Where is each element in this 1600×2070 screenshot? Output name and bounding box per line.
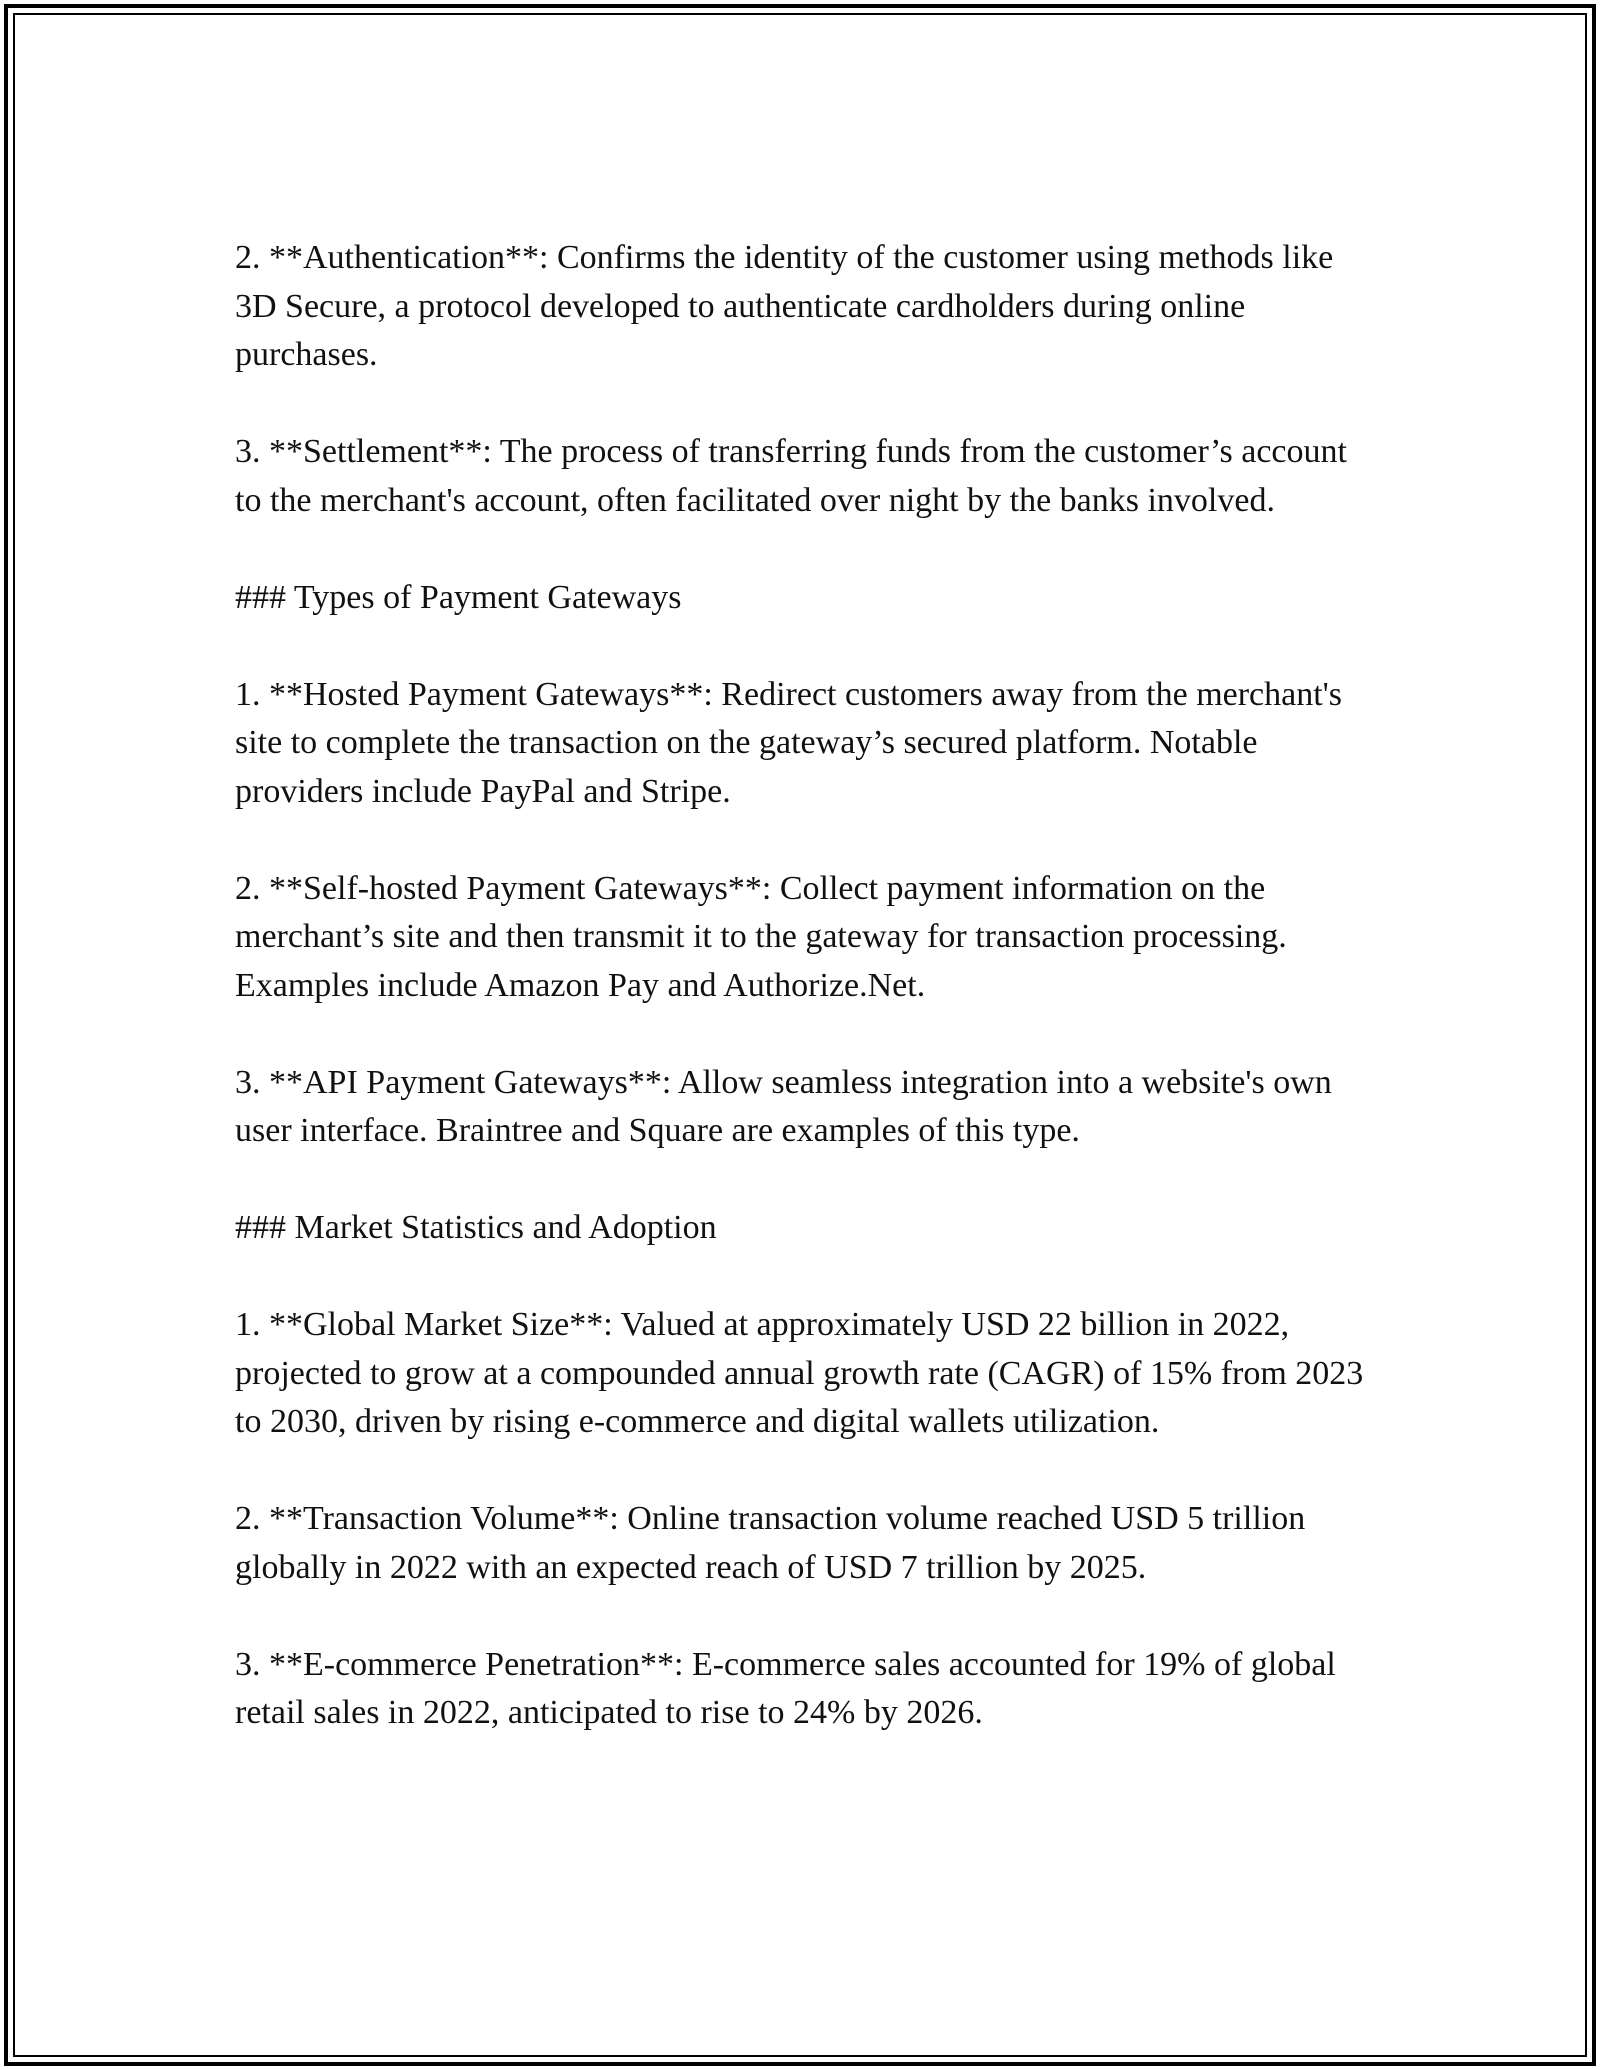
list-item-transaction-volume: 2. **Transaction Volume**: Online transaction volume reached USD 5 trillion globally in 2022 with an expected reach of USD 7 trillion by 2025. — [235, 1500, 1306, 1586]
list-item-hosted-gateways: 1. **Hosted Payment Gateways**: Redirect customers away from the merchant's site to complete the transaction on the gateway’s secured platform. Notable providers include PayPal and Stripe. — [235, 675, 1343, 810]
list-item-api-gateways: 3. **API Payment Gateways**: Allow seamless integration into a website's own user interface. Braintree and Square are examples of this type. — [235, 1063, 1332, 1149]
document-body — [235, 234, 1375, 1738]
list-item-settlement: 3. **Settlement**: The process of transferring funds from the customer’s account to the merchant's account, often facilitated over night by the banks involved. — [235, 433, 1347, 519]
section-heading-market: ### Market Statistics and Adoption — [235, 1209, 717, 1246]
list-item-ecommerce-penetration: 3. **E-commerce Penetration**: E-commerce sales accounted for 19% of global retail sales in 2022, anticipated to rise to 24% by 2026. — [235, 1645, 1336, 1731]
section-heading-types: ### Types of Payment Gateways — [235, 578, 682, 616]
list-item-global-market-size: 1. **Global Market Size**: Valued at approximately USD 22 billion in 2022, projected to grow at a compounded annual growth rate (CAGR) of 15% from 2023 to 2030, driven by rising e-commerce and digital wallets utilization. — [235, 1306, 1364, 1440]
list-item-authentication: 2. **Authentication**: Confirms the identity of the customer using methods like 3D Secure, a protocol developed to authenticate cardholders during online purchases. — [235, 239, 1334, 373]
list-item-self-hosted-gateways: 2. **Self-hosted Payment Gateways**: Collect payment information on the merchant’s site and then transmit it to the gateway for transaction processing. Examples include Amazon Pay and Authorize.Net. — [235, 869, 1287, 1004]
